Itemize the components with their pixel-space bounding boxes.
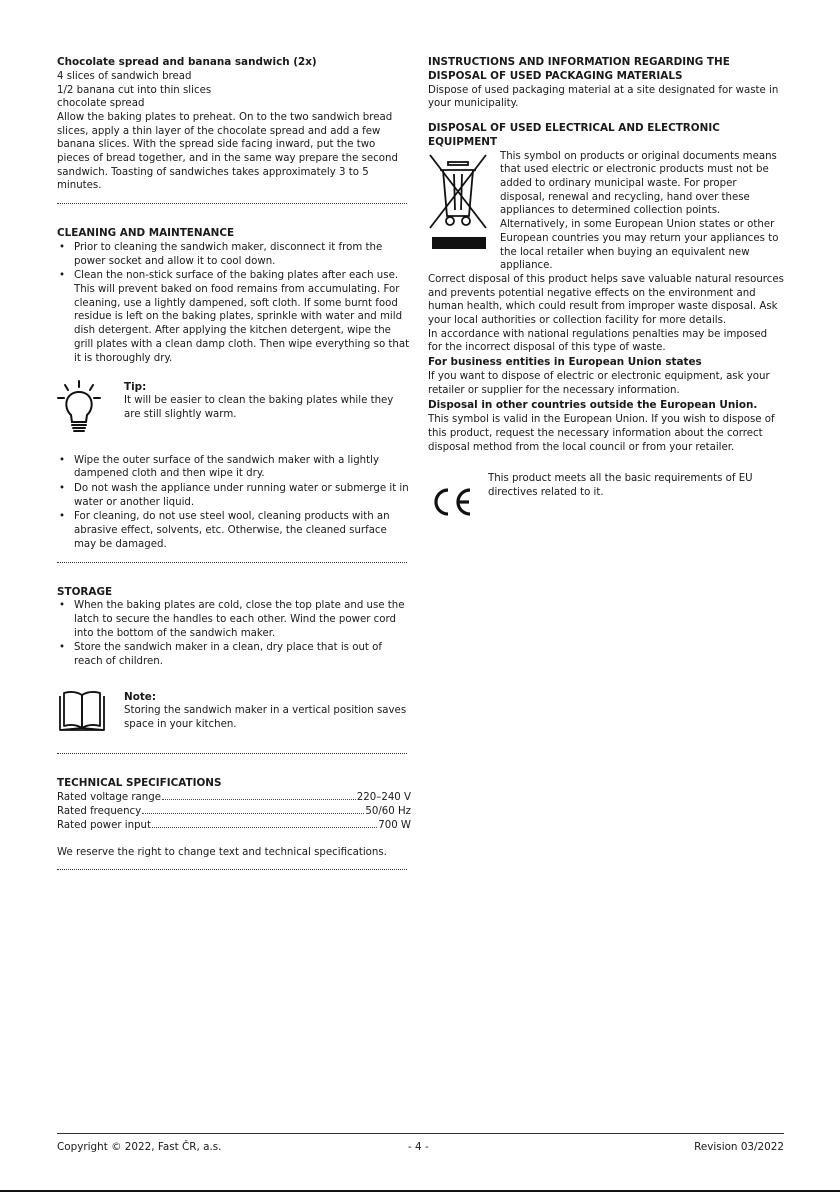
tip-text: It will be easier to clean the baking plates while they are still slightly warm. — [124, 395, 394, 420]
revision: Revision 03/2022 — [694, 1141, 784, 1153]
spec-row — [57, 819, 411, 833]
section-heading: INSTRUCTIONS AND INFORMATION REGARDING THE DISPOSAL OF USED PACKAGING MATERIALS — [428, 56, 730, 82]
spec-row — [57, 791, 411, 805]
right-column — [428, 56, 784, 500]
ce-text: This product meets all the basic requirements of EU directives related to it. — [488, 473, 753, 498]
list-item: • Prior to cleaning the sandwich maker, disconnect it from the power socket and allow it to cool down. — [57, 241, 411, 268]
dotted-divider — [57, 869, 407, 870]
lightbulb-icon — [57, 380, 101, 441]
footer-divider — [57, 1133, 784, 1134]
ce-block — [428, 472, 784, 499]
weee-text: In accordance with national regulations penalties may be imposed for the incorrect disposal of this type of waste. — [428, 328, 768, 354]
ingredient-line: chocolate spread — [57, 98, 145, 110]
weee-symbol-text: This symbol on products or original documents means that used electric or electronic products must not be added to ordinary municipal waste. For proper disposal, renewal and recycling, hand over these appliances to determined collection points. Alternatively, in some European Union states or other European countries you may return your appliances to the local retailer when buying an equivalent new appliance. — [500, 150, 779, 272]
tip-callout — [57, 380, 411, 421]
cleaning-list — [57, 241, 411, 365]
note-text: Storing the sandwich maker in a vertical position saves space in your kitchen. — [124, 704, 407, 730]
section-heading: DISPOSAL OF USED ELECTRICAL AND ELECTRONIC EQUIPMENT — [428, 122, 720, 148]
cleaning-section — [57, 227, 411, 551]
section-heading: STORAGE — [57, 585, 113, 598]
ingredient-line: 4 slices of sandwich bread — [57, 70, 192, 82]
spec-label: Rated voltage range — [57, 792, 161, 804]
dot-leader — [162, 799, 356, 800]
reserve-note: We reserve the right to change text and technical specifications. — [57, 847, 387, 859]
spec-label: Rated power input — [57, 819, 151, 831]
dotted-divider — [57, 753, 407, 754]
recipe-method: Allow the baking plates to preheat. On to the two sandwich bread slices, apply a thin layer of the chocolate spread and add a few banana slices. With the spread side facing inward, put the two pieces of bread together, and in the same way prepare the second sandwich. Toasting of sandwiches takes approximately 3 to 5 minutes. — [57, 111, 398, 192]
list-item: • For cleaning, do not use steel wool, cleaning products with an abrasive effect, solvents, etc. Otherwise, the cleaned surface may be damaged. — [57, 510, 411, 551]
spec-value: 220–240 V — [356, 792, 411, 804]
dotted-divider — [57, 203, 407, 204]
outside-text: This symbol is valid in the European Union. If you wish to dispose of this product, request the necessary information about the correct disposal method from the local council or from your retailer. — [428, 414, 775, 453]
list-item: • Do not wash the appliance under running water or submerge it in water or another liquid. — [57, 482, 411, 509]
recipe-section — [57, 56, 411, 193]
page-number: - 4 - — [408, 1141, 429, 1153]
ce-mark-icon — [428, 486, 474, 523]
book-icon — [57, 690, 107, 739]
section-heading: CLEANING AND MAINTENANCE — [57, 227, 235, 240]
business-text: If you want to dispose of electric or electronic equipment, ask your retailer or supplier for the necessary information. — [428, 370, 770, 396]
dotted-divider — [57, 562, 407, 563]
storage-section — [57, 586, 411, 732]
recipe-title: Chocolate spread and banana sandwich (2x) — [57, 56, 317, 68]
list-item: • Clean the non-stick surface of the baking plates after each use. This will prevent baked on food remains from accumulating. For cleaning, use a lightly dampened, soft cloth. If some burnt food residue is left on the baking plates, sprinkle with water and mild dish detergent. After applying the kitchen detergent, wipe the grill plates with a clean damp cloth. Then wipe everything so that it is thoroughly dry. — [57, 269, 411, 365]
subheading: Disposal in other countries outside the European Union. — [428, 399, 758, 412]
list-item: • Wipe the outer surface of the sandwich maker with a lightly dampened cloth and then wipe it dry. — [57, 454, 411, 481]
dot-leader — [142, 813, 364, 814]
storage-list — [57, 599, 411, 669]
spec-label: Rated frequency — [57, 805, 142, 817]
weee-text: Correct disposal of this product helps save valuable natural resources and prevents potential negative effects on the environment and human health, which could result from improper waste disposal. Ask your local authorities or collection facility for more details. — [428, 273, 784, 327]
weee-block — [428, 150, 784, 273]
crossed-bin-icon — [428, 150, 490, 255]
cleaning-list — [57, 454, 411, 552]
subheading: For business entities in European Union states — [428, 356, 702, 369]
note-callout — [57, 690, 411, 731]
note-title: Note: — [124, 690, 157, 703]
list-item: • Store the sandwich maker in a clean, dry place that is out of reach of children. — [57, 641, 411, 668]
specs-section — [57, 777, 411, 860]
tip-title: Tip: — [124, 381, 147, 394]
left-column — [57, 56, 411, 870]
list-item: • When the baking plates are cold, close the top plate and use the latch to secure the handles to each other. Wind the power cord into the bottom of the sandwich maker. — [57, 599, 411, 640]
spec-value: 700 W — [378, 819, 411, 831]
spec-value: 50/60 Hz — [365, 805, 411, 817]
spec-row — [57, 805, 411, 819]
dot-leader — [152, 827, 377, 828]
packaging-text: Dispose of used packaging material at a site designated for waste in your municipality. — [428, 84, 779, 110]
copyright: Copyright © 2022, Fast ČR, a.s. — [57, 1141, 222, 1153]
section-heading: TECHNICAL SPECIFICATIONS — [57, 777, 222, 790]
ingredient-line: 1/2 banana cut into thin slices — [57, 84, 212, 96]
